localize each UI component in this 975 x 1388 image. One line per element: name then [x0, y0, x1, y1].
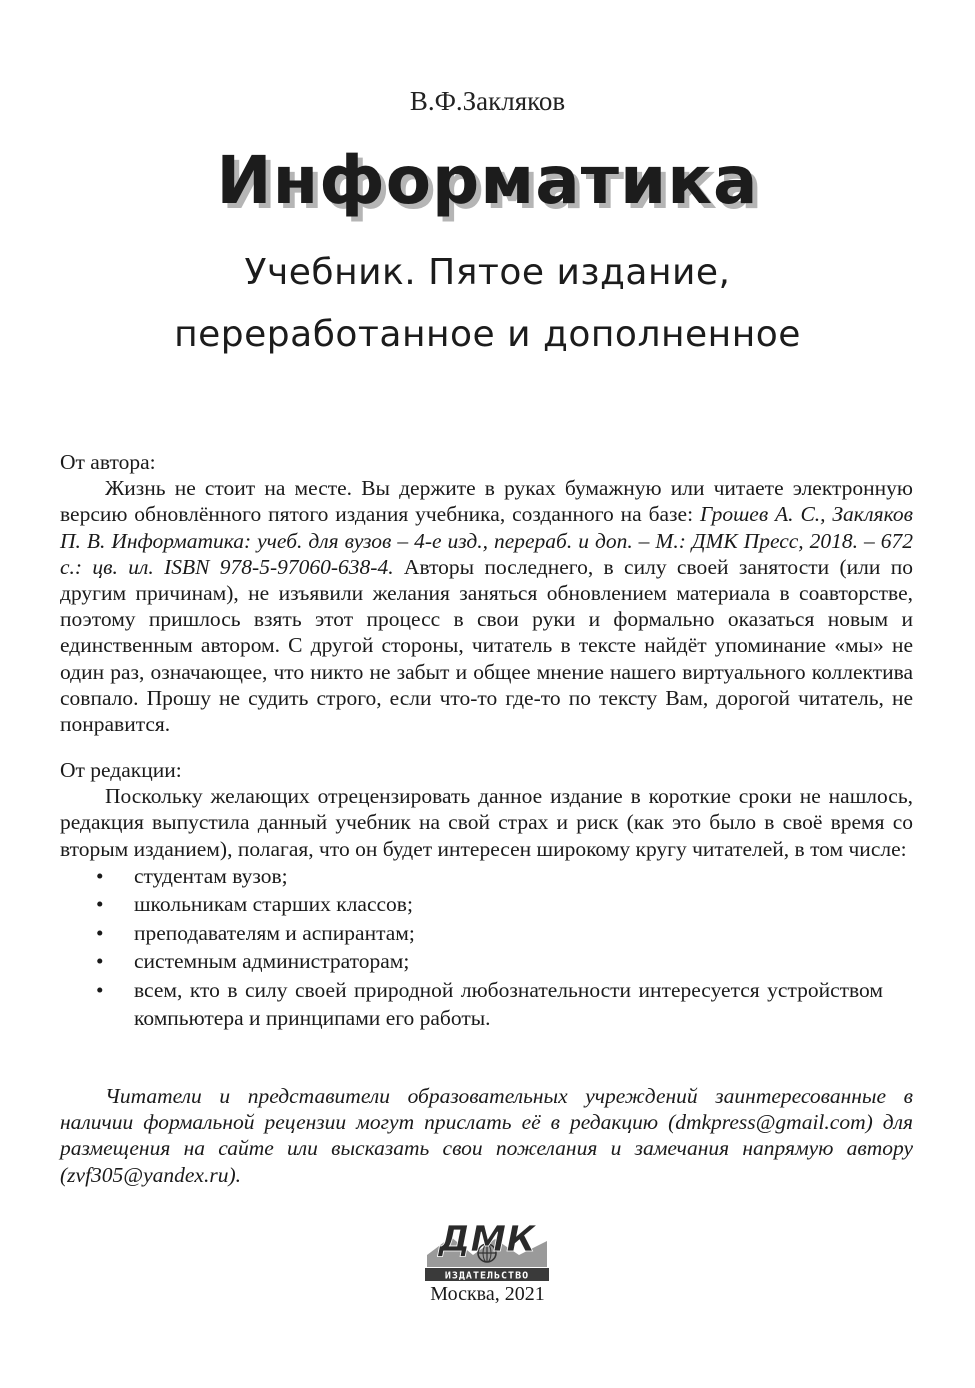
list-item-text: студентам вузов; [134, 863, 288, 888]
list-item [60, 947, 913, 976]
book-title: Информатика [216, 142, 759, 219]
list-item-text: преподавателям и аспирантам; [134, 920, 415, 945]
list-item [60, 976, 913, 1033]
from-editor-heading: От редакции: [60, 758, 182, 782]
list-item [60, 919, 913, 948]
from-author-text-start: Жизнь не стоит на месте. Вы держите в руках бумажную или читаете электронную версию обновлённого пятого издания учебника, созданного на базе: [60, 476, 913, 527]
list-item [60, 890, 913, 919]
logo-caption: ИЗДАТЕЛЬСТВО [444, 1270, 530, 1282]
from-editor-section [60, 757, 913, 1033]
from-author-heading: От автора: [60, 450, 156, 474]
publisher-logo [421, 1215, 553, 1283]
bullet-icon: • [96, 977, 104, 1002]
from-author-text-end: Авторы последнего, в силу своей занятости (или по другим причинам), не изъявили желания заняться обновлением материала в соавторстве, поэтому пришлось взять этот процесс в свои руки и формально оказаться новым и единственным автором. С другой стороны, читатель в тексте найдёт упоминание «мы» не один раз, означающее, что никто не забыт и общее мнение нашего виртуального коллектива совпало. Прошу не судить строго, если что-то где-то по тексту Вам, дорогой читатель, не понравится. [60, 554, 913, 737]
list-item-text: школьникам старших классов; [134, 892, 413, 917]
subtitle-line-2: переработанное и дополненное [174, 314, 801, 355]
list-item [60, 862, 913, 891]
list-item-text: системным администраторам; [134, 949, 410, 974]
review-request-note: Читатели и представители образовательных учреждений заинтересованные в наличии формальной рецензии могут прислать её в редакцию (dmkpress@gmail.com) для размещения на сайте или высказать свои пожелания и замечания напрямую автору (zvf305@yandex.ru). [60, 1084, 913, 1187]
bullet-icon: • [96, 892, 104, 917]
audience-list [60, 862, 913, 1033]
from-author-section [60, 449, 913, 737]
logo-wordmark: ДМК [438, 1219, 536, 1260]
city-year: Москва, 2021 [430, 1283, 545, 1305]
bullet-icon: • [96, 949, 104, 974]
source-citation: Грошев А. С., Закляков П. В. Информатика: учеб. для вузов – 4-е изд., перераб. и доп. – М.: ДМК Пресс, 2018. – 672 с.: цв. ил. ISBN 978-5-97060-638-4. [60, 502, 913, 579]
bullet-icon: • [96, 863, 104, 888]
subtitle-line-1: Учебник. Пятое издание, [244, 252, 731, 293]
bullet-icon: • [96, 920, 104, 945]
from-editor-paragraph: Поскольку желающих отрецензировать данное издание в короткие сроки не нашлось, редакция выпустила данный учебник на свой страх и риск (как это было в своё время со вторым изданием), полагая, что он будет интересен широкому кругу читателей, в том числе: [60, 784, 913, 861]
from-author-paragraph [60, 475, 913, 737]
list-item-text: всем, кто в силу своей природной любознательности интересуется устройством компьютера и принципами его работы. [134, 977, 883, 1031]
author-name: В.Ф.Закляков [409, 86, 566, 116]
